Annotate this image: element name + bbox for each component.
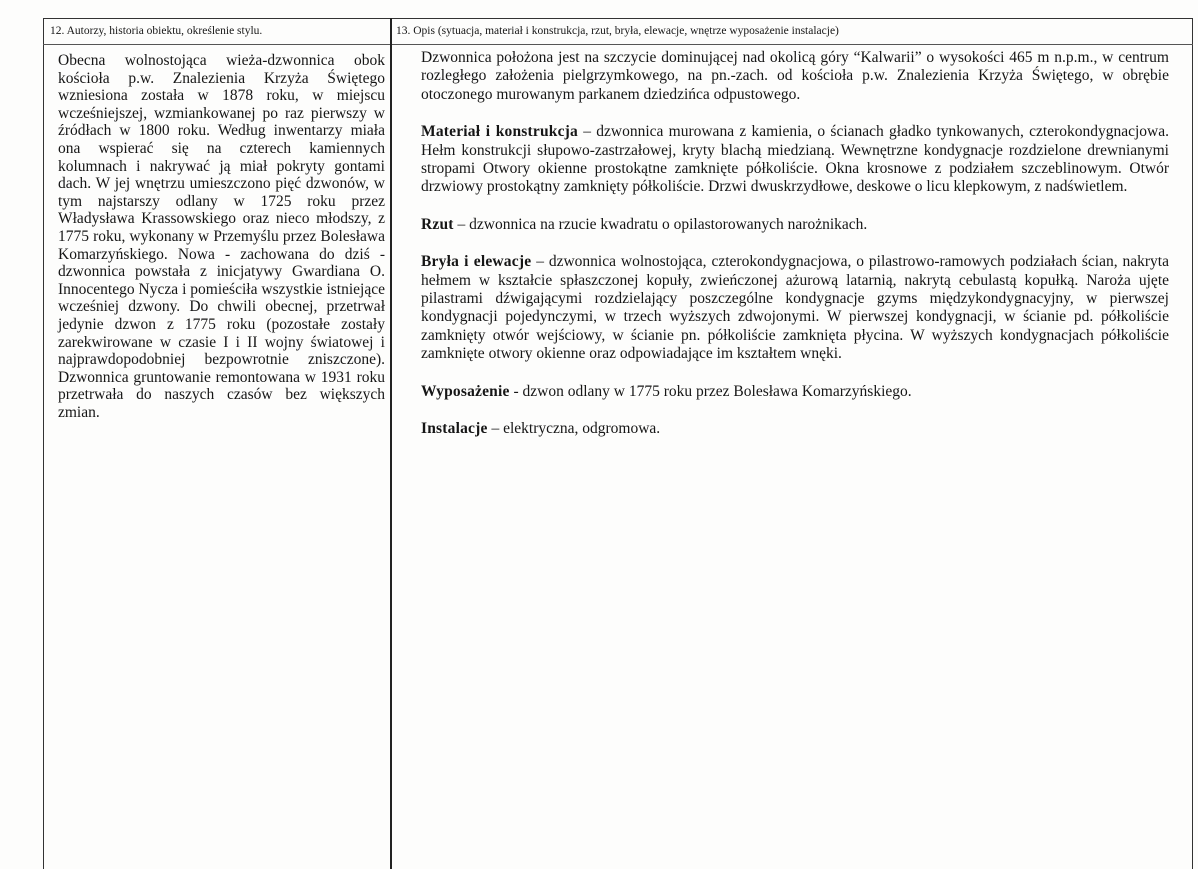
bryla-text: – dzwonnica wolnostojąca, czterokondygnacjowa, o pilastrowo-ramowych podziałach ścian, nakryta hełmem w kształcie spłaszczonej kopuły, zwieńczonej ażurową latarnią, nakrytą cebulastą kopułką. Naroża ujęte pilastrami dźwigającymi rozdzielający poszczególne kondygnacje gzyms międzykondygnacyjny, w pierwszej kondygnacji pojedynczymi, w trzech wyższych zdwojonymi. W pierwszej kondygnacji, w ścianie pd. półkoliście zamknięty otwór wejściowy, w ścianie pn. półkoliście zamknięta płycina. W wyższych kondygnacjach półkoliście zamknięte otwory okienne oraz odpowiadające im kształtem wnęki. (421, 253, 1169, 363)
section-13-header: 13. Opis (sytuacja, materiał i konstrukcja, rzut, bryła, elewacje, wnętrze wyposażenie instalacje) (396, 25, 839, 37)
instalacje-paragraph (421, 420, 1169, 438)
bryla-label: Bryła i elewacje (421, 253, 532, 271)
material-text: – dzwonnica murowana z kamienia, o ścianach gładko tynkowanych, czterokondygnacjowa. Hełm konstrukcji słupowo-zastrzałowej, kryty blachą miedzianą. Wewnętrzne kondygnacje rozdzielone drewnianymi stropami Otwory okienne prostokątne zamknięte półkoliście. Okna krosnowe z podziałem szczeblinowym. Otwór drzwiowy prostokątny zamknięty półkoliście. Drzwi dwuskrzydłowe, deskowe o licu klepkowym, z nadświetlem. (421, 123, 1169, 196)
section-12-history-text: Obecna wolnostojąca wieża-dzwonnica obok kościoła p.w. Znalezienia Krzyża Świętego wzniesiona została w 1878 roku, w miejscu wcześniejszej, wzmiankowanej po raz pierwszy w źródłach w 1800 roku. Według inwentarzy miała ona wspierać się na czterech kamiennych kolumnach i nakrywać ją miał pokryty gontami dach. W jej wnętrzu umieszczono pięć dzwonów, w tym najstarszy odlany w 1725 roku przez Władysława Krassowskiego oraz nieco młodszy, z 1775 roku, wykonany w Przemyślu przez Bolesława Komarzyńskiego. Nowa - zachowana do dziś - dzwonnica powstała z inicjatywy Gwardiana O. Innocentego Nycza i pomieściła wszystkie istniejące wcześniej dzwony. Do chwili obecnej, przetrwał jedynie dzwon z 1775 roku (pozostałe zostały zarekwirowane w czasie I i II wojny światowej i najprawdopodobniej bezpowrotnie zniszczone). Dzwonnica gruntowanie remontowana w 1931 roku przetrwała do naszych czasów bez większych zmian. (58, 52, 385, 421)
wyposazenie-text: - dzwon odlany w 1775 roku przez Bolesława Komarzyńskiego. (509, 382, 912, 400)
rzut-text: – dzwonnica na rzucie kwadratu o opilastorowanych narożnikach. (453, 215, 868, 233)
rzut-label: Rzut (421, 215, 454, 233)
header-rule-right (392, 44, 1193, 45)
section-13-description (421, 49, 1169, 458)
material-label: Materiał i konstrukcja (421, 123, 578, 141)
bryla-paragraph (421, 253, 1169, 363)
material-paragraph (421, 123, 1169, 197)
wyposazenie-label: Wyposażenie (421, 382, 510, 400)
situation-paragraph: Dzwonnica położona jest na szczycie dominującej nad okolicą góry “Kalwarii” o wysokości 465 m n.p.m., w centrum rozległego założenia pielgrzymkowego, na pn.-zach. od kościoła p.w. Znalezienia Krzyża Świętego, w obrębie otoczonego murowanym parkanem dziedzińca odpustowego. (421, 49, 1169, 103)
instalacje-label: Instalacje (421, 420, 488, 438)
rzut-paragraph (421, 216, 1169, 234)
instalacje-text: – elektryczna, odgromowa. (487, 420, 661, 438)
section-12-header: 12. Autorzy, historia obiektu, określenie stylu. (50, 25, 263, 37)
header-rule-left (43, 44, 390, 45)
wyposazenie-paragraph (421, 383, 1169, 401)
column-divider (390, 18, 392, 869)
